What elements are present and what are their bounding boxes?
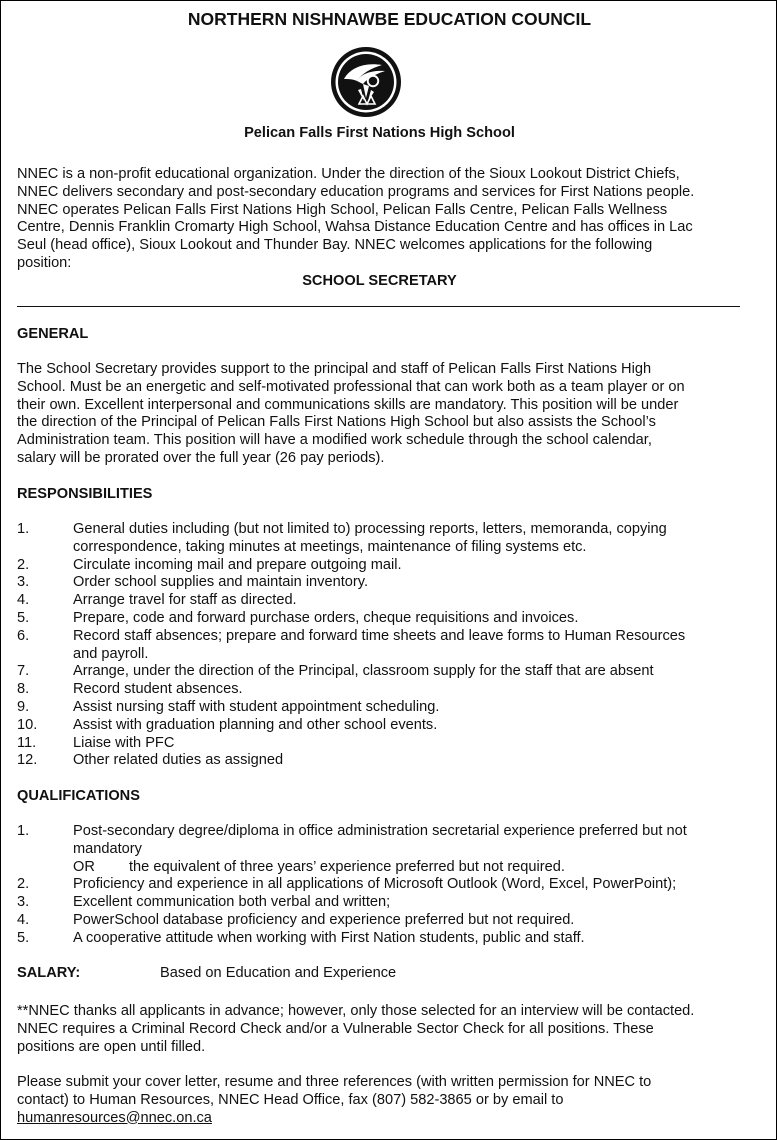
qualifications-heading: QUALIFICATIONS [17, 788, 140, 804]
list-item [17, 735, 762, 753]
general-line: their own. Excellent interpersonal and communications skills are mandatory. This position will be under [17, 396, 679, 413]
notice-line: positions are open until filled. [17, 1038, 206, 1055]
list-item [17, 681, 762, 699]
responsibilities-heading: RESPONSIBILITIES [17, 486, 153, 502]
intro-line: Centre, Dennis Franklin Cromarty High School, Wahsa Distance Education Centre and has offices in Lac [17, 219, 693, 236]
item-text: Circulate incoming mail and prepare outgoing mail. [73, 556, 402, 573]
submit-line: Please submit your cover letter, resume and three references (with written permission for NNEC to [17, 1074, 652, 1090]
list-item [17, 717, 762, 735]
or-alternative [17, 859, 762, 877]
item-number: 9. [17, 698, 30, 715]
list-item [17, 592, 762, 610]
general-line: The School Secretary provides support to the principal and staff of Pelican Falls First Nations High [17, 361, 652, 377]
list-item [17, 610, 762, 628]
submit-line: contact) to Human Resources, NNEC Head Office, fax (807) 582-3865 or by email to [17, 1091, 564, 1108]
item-number: 2. [17, 556, 30, 573]
notice-paragraph [17, 1003, 762, 1056]
list-item [17, 894, 762, 912]
notice-line: **NNEC thanks all applicants in advance; however, only those selected for an interview will be contacted. [17, 1003, 695, 1019]
item-text: mandatory [73, 840, 142, 857]
item-text: Proficiency and experience in all applications of Microsoft Outlook (Word, Excel, PowerPoint); [73, 876, 677, 893]
item-text: Prepare, code and forward purchase orders, cheque requisitions and invoices. [73, 609, 579, 626]
email-link[interactable]: humanresources@nnec.on.ca [17, 1109, 212, 1126]
list-item [17, 699, 762, 717]
item-number: 1. [17, 521, 30, 537]
item-text: correspondence, taking minutes at meetings, maintenance of filing systems etc. [73, 538, 587, 555]
intro-line: NNEC is a non-profit educational organization. Under the direction of the Sioux Lookout District Chiefs, [17, 166, 680, 182]
list-item [17, 574, 762, 592]
item-number: 3. [17, 574, 30, 591]
or-word: OR [73, 858, 95, 875]
item-number: 4. [17, 911, 30, 928]
submit-paragraph [17, 1074, 762, 1127]
item-text: Post-secondary degree/diploma in office administration secretarial experience preferred but not [73, 823, 687, 839]
intro-paragraph [17, 166, 752, 273]
section-divider [17, 306, 740, 307]
general-heading: GENERAL [17, 326, 89, 342]
item-number: 5. [17, 929, 30, 946]
list-item [17, 823, 762, 859]
general-line: salary will be prorated over the full year (26 pay periods). [17, 449, 385, 466]
organization-title: NORTHERN NISHNAWBE EDUCATION COUNCIL [187, 9, 592, 29]
general-line: the direction of the Principal of Pelican Falls First Nations High School but also assists the School’s [17, 414, 656, 431]
item-text: General duties including (but not limited to) processing reports, letters, memoranda, copying [73, 521, 667, 537]
item-number: 8. [17, 681, 30, 698]
nnec-bird-emblem-icon [330, 46, 402, 118]
item-text: Other related duties as assigned [73, 752, 284, 769]
school-name: Pelican Falls First Nations High School [244, 125, 515, 141]
intro-line: NNEC delivers secondary and post-secondary education programs and services for First Nations people. [17, 183, 695, 200]
item-number: 2. [17, 876, 30, 893]
responsibilities-list-wrap [17, 521, 762, 770]
item-text: PowerSchool database proficiency and experience preferred but not required. [73, 911, 575, 928]
list-item [17, 521, 762, 557]
notice-line: NNEC requires a Criminal Record Check and/or a Vulnerable Sector Check for all positions. These [17, 1020, 654, 1037]
list-item [17, 752, 762, 770]
item-text: Assist with graduation planning and other school events. [73, 716, 438, 733]
list-item [17, 912, 762, 930]
qualifications-list [17, 823, 762, 859]
position-title: SCHOOL SECRETARY [302, 273, 457, 289]
item-text: A cooperative attitude when working with First Nation students, public and staff. [73, 929, 585, 946]
item-text: Assist nursing staff with student appointment scheduling. [73, 698, 440, 715]
item-text: Record student absences. [73, 681, 243, 698]
intro-line: position: [17, 254, 72, 271]
list-item [17, 663, 762, 681]
general-line: Administration team. This position will have a modified work schedule through the school calendar, [17, 432, 652, 449]
item-number: 7. [17, 663, 30, 680]
salary-label: SALARY: [17, 965, 81, 981]
list-item [17, 628, 762, 664]
list-item [17, 930, 762, 948]
general-paragraph [17, 361, 762, 468]
item-number: 11. [17, 734, 37, 751]
item-number: 12. [17, 752, 38, 769]
list-item [17, 876, 762, 894]
responsibilities-list [17, 521, 762, 770]
item-text: Liaise with PFC [73, 734, 175, 751]
item-number: 1. [17, 823, 30, 839]
salary-value: Based on Education and Experience [160, 965, 397, 981]
item-text: Order school supplies and maintain inventory. [73, 574, 369, 591]
item-text: Excellent communication both verbal and written; [73, 894, 391, 911]
qualifications-list-wrap [17, 823, 762, 948]
item-text: Arrange, under the direction of the Principal, classroom supply for the staff that are absent [73, 663, 654, 680]
item-text: Record staff absences; prepare and forward time sheets and leave forms to Human Resources [73, 627, 686, 644]
list-item [17, 557, 762, 575]
intro-line: NNEC operates Pelican Falls First Nations High School, Pelican Falls Centre, Pelican Falls Wellness [17, 201, 668, 218]
qualifications-list-continued [17, 876, 762, 947]
item-number: 10. [17, 716, 38, 733]
item-number: 6. [17, 627, 30, 644]
or-text: the equivalent of three years’ experience preferred but not required. [129, 858, 565, 875]
general-line: School. Must be an energetic and self-motivated professional that can work both as a team player or on [17, 378, 685, 395]
intro-line: Seul (head office), Sioux Lookout and Thunder Bay. NNEC welcomes applications for the following [17, 237, 653, 254]
item-number: 5. [17, 609, 30, 626]
item-text: Arrange travel for staff as directed. [73, 592, 297, 609]
item-text: and payroll. [73, 645, 149, 662]
item-number: 4. [17, 592, 30, 609]
item-number: 3. [17, 894, 30, 911]
